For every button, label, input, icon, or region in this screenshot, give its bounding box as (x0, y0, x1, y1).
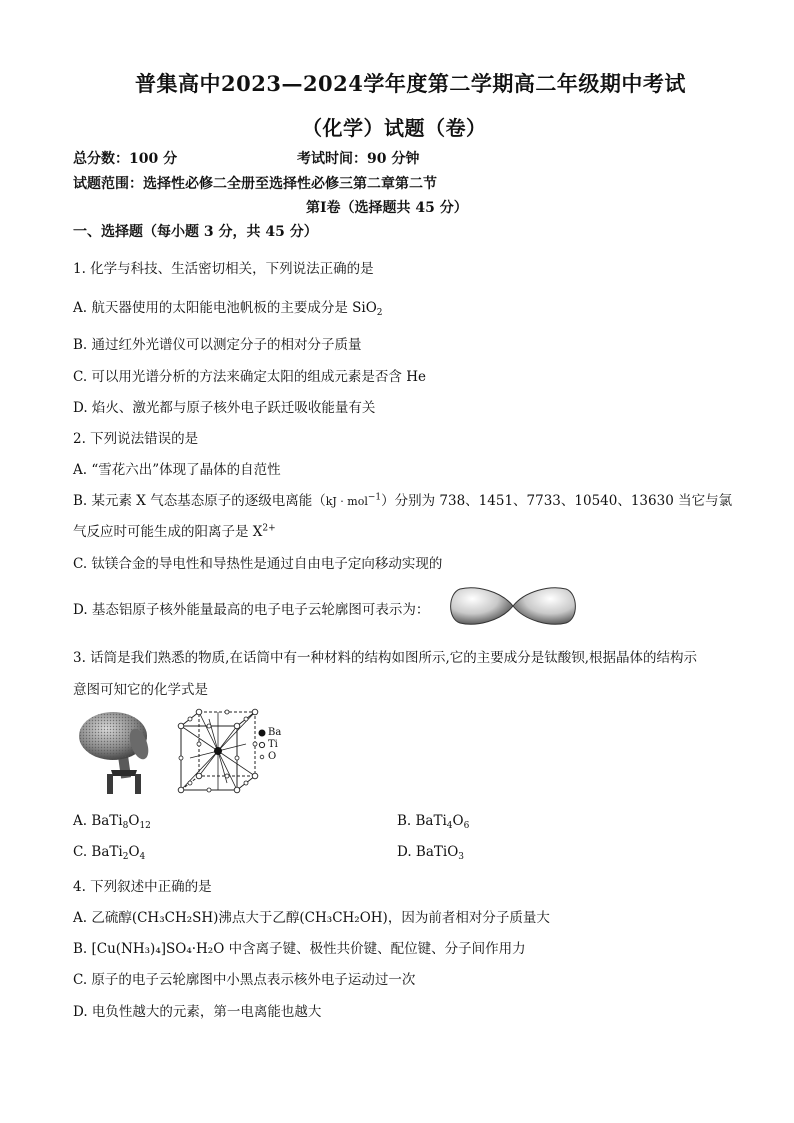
q4-option-a: A. 乙硫醇(CH₃CH₂SH)沸点大于乙醇(CH₃CH₂OH)，因为前者相对分子质量大 (73, 910, 550, 926)
exam-scope: 试题范围：选择性必修二全册至选择性必修三第二章第二节 (73, 176, 437, 192)
q3-option-b: B. $BaTi_4O_6$ (397, 813, 470, 831)
legend-ba: Ba (268, 727, 282, 738)
crystal-legend (268, 727, 281, 763)
q3-option-d: D. BaTiO$_3$ (397, 844, 465, 862)
q4-option-b: B. [Cu(NH₃)₄]SO₄·H₂O 中含离子键、极性共价键、配位键、分子间作用力 (73, 941, 526, 957)
q2-option-d: D. 基态铝原子核外能量最高的电子电子云轮廓图可表示为： (73, 602, 430, 618)
q3-stem-line1: 3. 话筒是我们熟悉的物质,在话筒中有一种材料的结构如图所示,它的主要成分是钛酸钡,根据晶体的结构示 (73, 650, 698, 666)
q4-stem: 4. 下列叙述中正确的是 (73, 879, 212, 895)
q1-option-b: B. 通过红外光谱仪可以测定分子的相对分子质量 (73, 337, 362, 353)
q1-option-a: A. 航天器使用的太阳能电池帆板的主要成分是 SiO$_2$ (73, 300, 383, 318)
q2-stem: 2. 下列说法错误的是 (73, 431, 199, 447)
p-orbital-diagram (446, 583, 580, 629)
q2-option-a: A. “雪花六出”体现了晶体的自范性 (73, 462, 281, 478)
legend-ti: Ti (268, 739, 278, 750)
orbital-left-lobe (451, 588, 513, 624)
q2-option-b-line2: 气反应时可能生成的阳离子是 $X^{2+}$ (73, 523, 276, 540)
q1-option-d: D. 焰火、激光都与原子核外电子跃迁吸收能量有关 (73, 400, 376, 416)
q2-option-c: C. 钛镁合金的导电性和导热性是通过自由电子定向移动实现的 (73, 556, 443, 572)
q3-option-c: C. $BaTi_2O_4$ (73, 844, 146, 862)
q2-option-b: B. 某元素 X 气态基态原子的逐级电离能（kJ · mol$^{-1}$）分别为 738、1451、7733、10540、13630 当它与氯 (73, 492, 733, 509)
section-heading: 一、选择题（每小题 3 分，共 45 分） (73, 224, 318, 240)
q3-option-a: A. $BaTi_8O_{12}$ (73, 813, 151, 831)
q3-stem-line2: 意图可知它的化学式是 (73, 682, 208, 698)
page-title: 普集高中2023—2024学年度第二学期高二年级期中考试 (135, 71, 686, 96)
volume-heading: 第Ⅰ卷（选择题共 45 分） (306, 200, 468, 216)
q4-option-c: C. 原子的电子云轮廓图中小黑点表示核外电子运动过一次 (73, 972, 416, 988)
page-subtitle: （化学）试题（卷） (302, 116, 487, 140)
q4-option-d: D. 电负性越大的元素，第一电离能也越大 (73, 1004, 322, 1020)
total-score: 总分数：100 分 (73, 151, 178, 167)
q1-option-c: C. 可以用光谱分析的方法来确定太阳的组成元素是否含 He (73, 369, 426, 385)
microphone-image (73, 710, 165, 794)
orbital-right-lobe (513, 588, 575, 624)
legend-o: O (268, 751, 277, 762)
exam-time: 考试时间：90 分钟 (297, 151, 420, 167)
q1-stem: 1. 化学与科技、生活密切相关，下列说法正确的是 (73, 261, 374, 277)
